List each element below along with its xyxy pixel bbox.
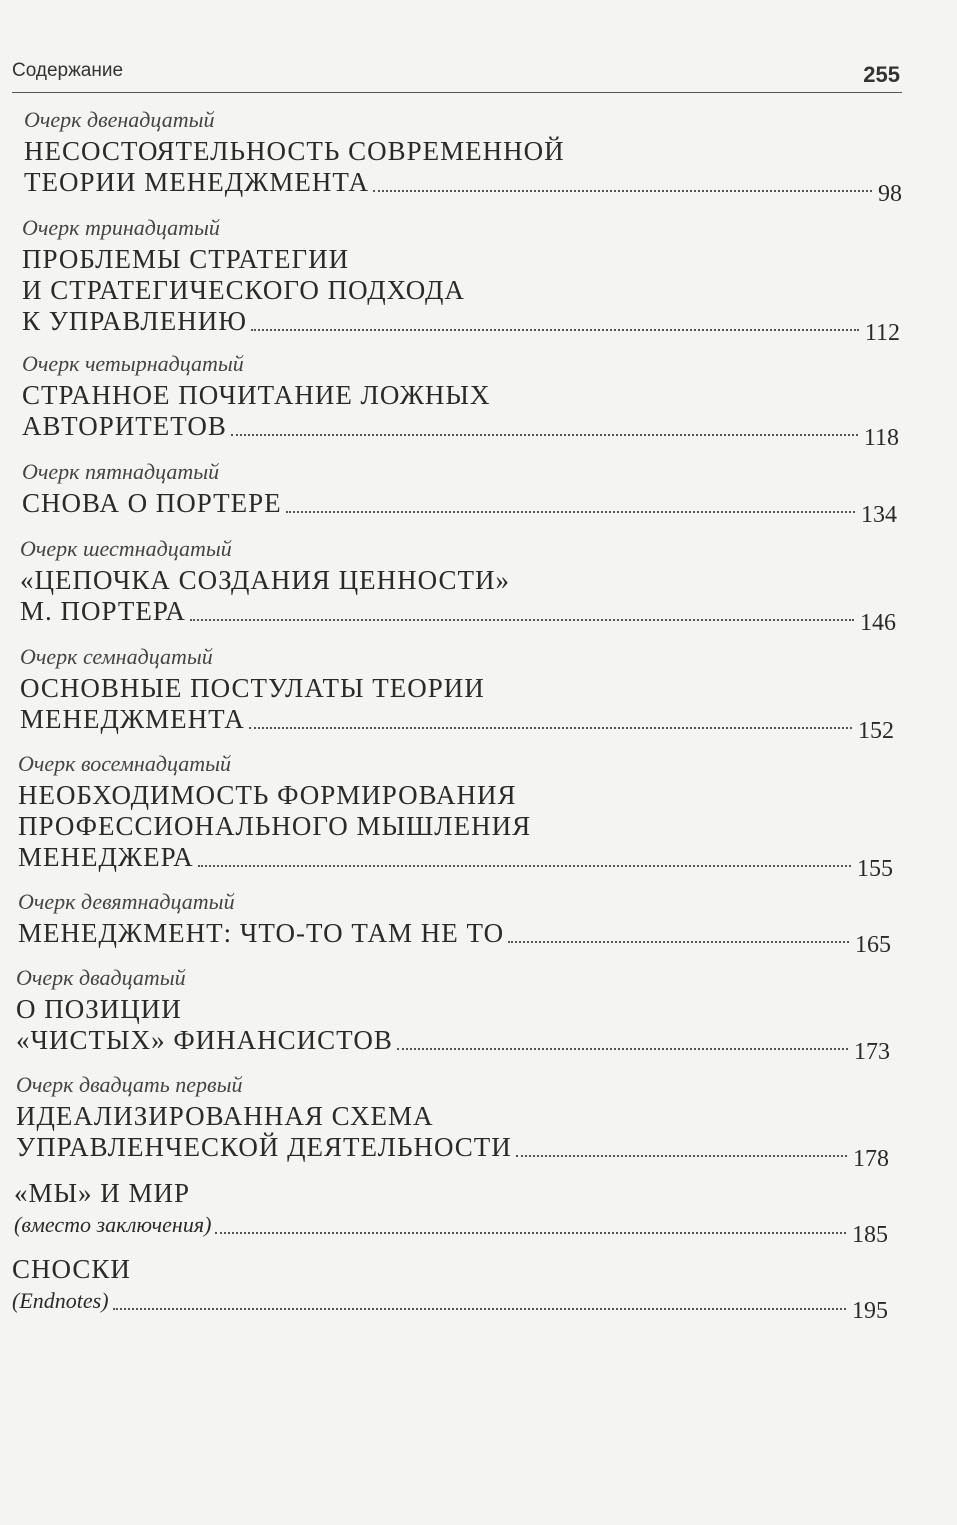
entry-page-number: 155 <box>857 856 893 882</box>
entry-title-line: СТРАННОЕ ПОЧИТАНИЕ ЛОЖНЫХ <box>22 380 491 410</box>
entry-page-number: 134 <box>861 502 897 528</box>
entry-page-number: 118 <box>863 425 899 451</box>
entry-title-line: НЕСОСТОЯТЕЛЬНОСТЬ СОВРЕМЕННОЙ <box>24 136 565 166</box>
entry-title-line: «ЦЕПОЧКА СОЗДАНИЯ ЦЕННОСТИ» <box>20 565 510 595</box>
toc-entry[interactable] <box>18 889 891 958</box>
essay-label: Очерк восемнадцатый <box>18 751 232 776</box>
entry-title-line: СНОВА О ПОРТЕРЕ <box>22 488 282 518</box>
essay-label: Очерк двенадцатый <box>24 107 215 132</box>
entry-last-row <box>20 704 894 744</box>
toc-entry[interactable] <box>16 1072 889 1172</box>
entry-last-row <box>22 488 897 528</box>
essay-label: Очерк тринадцатый <box>22 215 220 240</box>
dot-leader <box>286 510 855 513</box>
entry-last-row <box>16 1025 890 1065</box>
toc-entry[interactable] <box>20 536 896 636</box>
essay-label: Очерк пятнадцатый <box>22 459 220 484</box>
entry-title-line: О ПОЗИЦИИ <box>16 994 182 1024</box>
entry-title-line: М. ПОРТЕРА <box>20 596 186 626</box>
entry-title-line: АВТОРИТЕТОВ <box>22 411 227 441</box>
toc-entry[interactable] <box>22 215 900 346</box>
entry-last-row <box>22 411 899 451</box>
entry-title-line: И СТРАТЕГИЧЕСКОГО ПОДХОДА <box>22 275 465 305</box>
entry-last-row <box>12 1285 888 1324</box>
essay-label: Очерк девятнадцатый <box>18 889 235 914</box>
toc-entry[interactable] <box>16 965 890 1065</box>
entry-last-row <box>14 1209 888 1248</box>
entry-title-line: НЕОБХОДИМОСТЬ ФОРМИРОВАНИЯ <box>18 780 517 810</box>
entry-title-line: МЕНЕДЖМЕНТ: ЧТО-ТО ТАМ НЕ ТО <box>18 918 505 948</box>
entry-page-number: 152 <box>858 718 894 744</box>
page-number: 255 <box>863 62 900 87</box>
entry-page-number: 146 <box>860 610 896 636</box>
toc-entry[interactable] <box>12 1254 888 1324</box>
entry-page-number: 178 <box>853 1146 889 1172</box>
entry-title-line: ИДЕАЛИЗИРОВАННАЯ СХЕМА <box>16 1101 434 1131</box>
entry-last-row <box>18 842 893 882</box>
entry-last-row <box>20 596 896 636</box>
dot-leader <box>190 618 854 621</box>
entry-last-row <box>22 306 900 346</box>
essay-label: Очерк семнадцатый <box>20 644 213 669</box>
entry-title-line: УПРАВЛЕНЧЕСКОЙ ДЕЯТЕЛЬНОСТИ <box>16 1132 512 1162</box>
entry-title-line: К УПРАВЛЕНИЮ <box>22 306 247 336</box>
dot-leader <box>373 189 872 192</box>
toc-entry[interactable] <box>22 351 899 451</box>
entry-title-line: МЕНЕДЖМЕНТА <box>20 704 245 734</box>
dot-leader <box>231 433 858 436</box>
section-title: Содержание <box>12 60 124 81</box>
entry-title-line: ПРОБЛЕМЫ СТРАТЕГИИ <box>22 244 350 274</box>
dot-leader <box>198 864 851 867</box>
toc-entry[interactable] <box>14 1178 888 1248</box>
toc-entry[interactable] <box>18 751 893 882</box>
toc-entry[interactable] <box>24 107 902 207</box>
toc-entry[interactable] <box>22 459 897 528</box>
entry-title-line: ОСНОВНЫЕ ПОСТУЛАТЫ ТЕОРИИ <box>20 673 485 703</box>
essay-label: Очерк шестнадцатый <box>20 536 232 561</box>
running-header <box>12 56 902 93</box>
entry-title-line: СНОСКИ <box>12 1254 131 1284</box>
entry-last-row <box>16 1132 889 1172</box>
dot-leader <box>113 1307 846 1310</box>
entry-page-number: 195 <box>852 1298 888 1324</box>
dot-leader <box>508 940 849 943</box>
essay-label: Очерк двадцать первый <box>16 1072 243 1097</box>
entry-last-row <box>24 167 902 207</box>
dot-leader <box>251 328 859 331</box>
entry-title-line: «ЧИСТЫХ» ФИНАНСИСТОВ <box>16 1025 393 1055</box>
essay-label: Очерк четырнадцатый <box>22 351 244 376</box>
dot-leader <box>516 1154 847 1157</box>
entry-page-number: 98 <box>878 181 902 207</box>
entry-title-line: (вместо заключения) <box>14 1212 212 1237</box>
essay-label: Очерк двадцатый <box>16 965 186 990</box>
dot-leader <box>397 1047 848 1050</box>
toc-entry[interactable] <box>20 644 894 744</box>
entry-title-line: ПРОФЕССИОНАЛЬНОГО МЫШЛЕНИЯ <box>18 811 532 841</box>
entry-page-number: 185 <box>852 1222 888 1248</box>
entry-title-line: МЕНЕДЖЕРА <box>18 842 194 872</box>
dot-leader <box>249 726 852 729</box>
entry-last-row <box>18 918 891 958</box>
entry-title-line: (Endnotes) <box>12 1288 109 1313</box>
dot-leader <box>215 1231 846 1234</box>
entry-title-line: ТЕОРИИ МЕНЕДЖМЕНТА <box>24 167 369 197</box>
entry-title-line: «МЫ» И МИР <box>14 1178 191 1208</box>
entry-page-number: 165 <box>855 932 891 958</box>
entry-page-number: 173 <box>854 1039 890 1065</box>
entry-page-number: 112 <box>864 320 900 346</box>
